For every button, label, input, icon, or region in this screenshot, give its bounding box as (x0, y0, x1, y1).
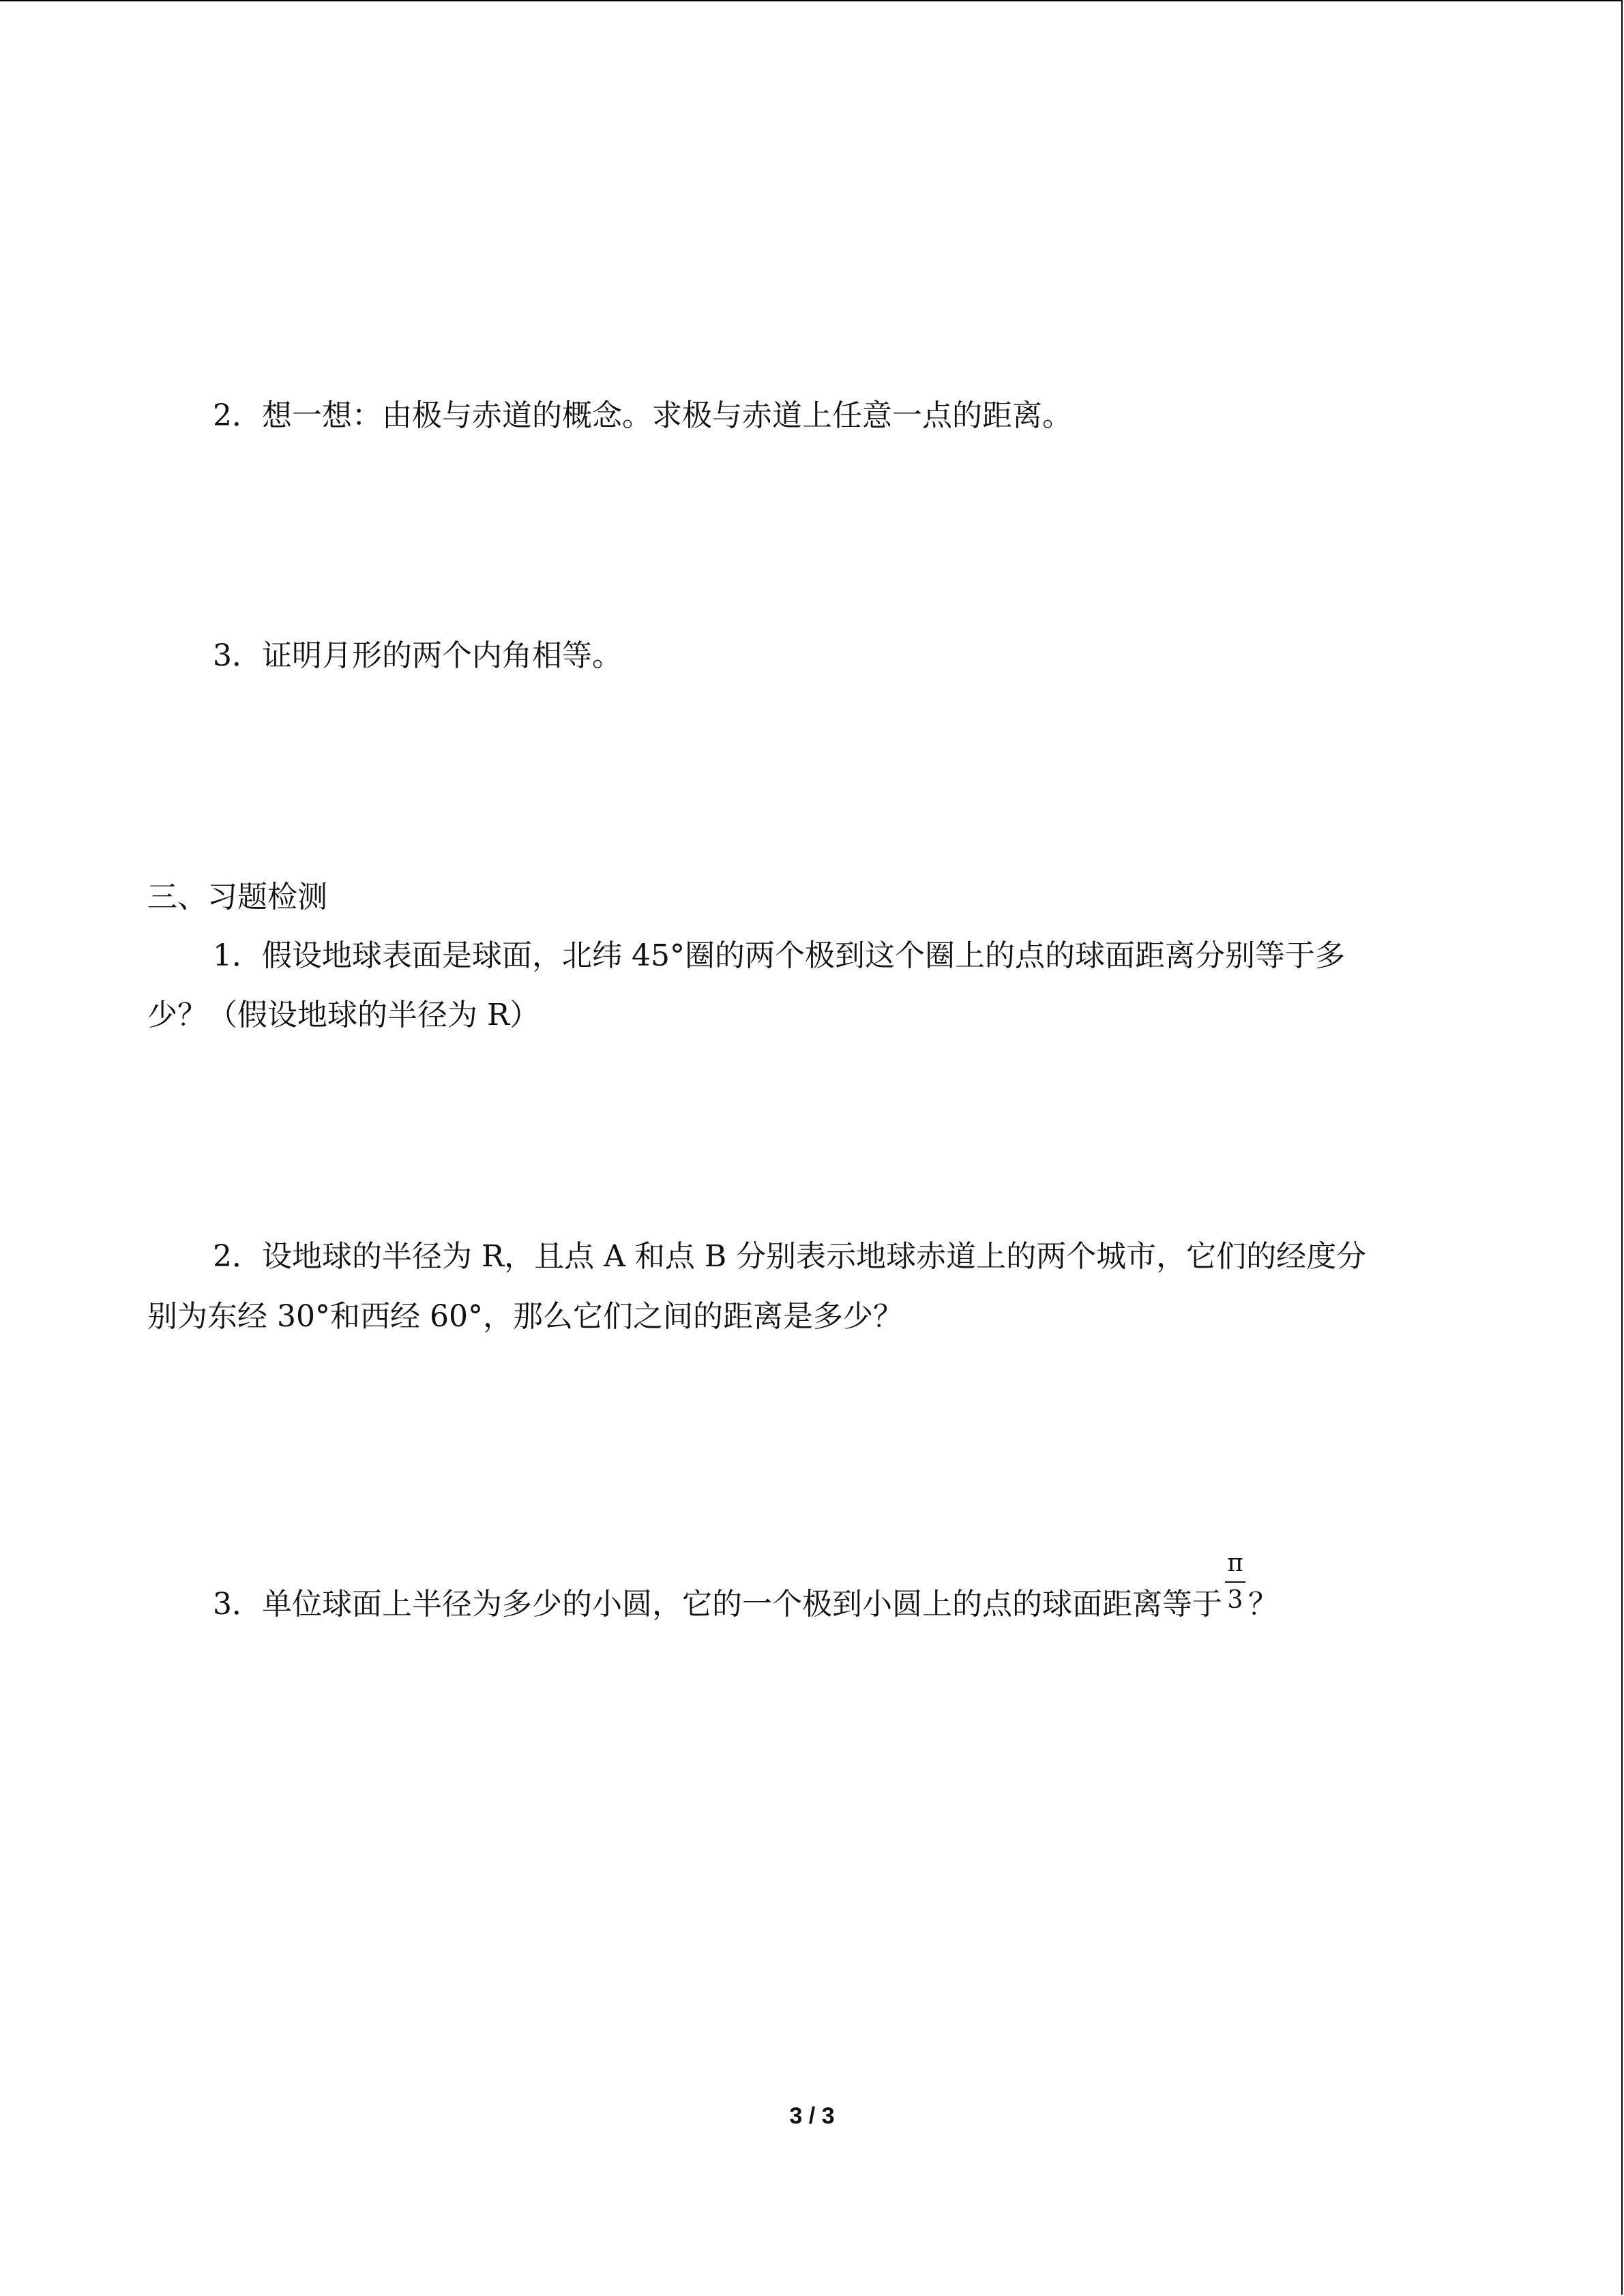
exercise-q1-line1: 1．假设地球表面是球面，北纬 45°圈的两个极到这个圈上的点的球面距离分别等于多 (213, 938, 1345, 973)
pi-over-3-fraction (1225, 1549, 1245, 1624)
exercise-q1-line2: 少？（假设地球的半径为 R） (147, 998, 540, 1032)
exercise-q2-line1: 2．设地球的半径为 R，且点 A 和点 B 分别表示地球赤道上的两个城市，它们的经度分 (213, 1239, 1367, 1274)
think-item-2: 2．想一想：由极与赤道的概念。求极与赤道上任意一点的距离。 (213, 398, 1072, 433)
exercise-q2-line2: 别为东经 30°和西经 60°，那么它们之间的距离是多少？ (147, 1299, 903, 1334)
exercise-q3 (213, 1549, 1278, 1624)
fraction-denominator: 3 (1227, 1586, 1243, 1614)
exercise-q3-text: 3．单位球面上半径为多少的小圆，它的一个极到小圆上的点的球面距离等于 (213, 1587, 1222, 1622)
fraction-numerator: π (1227, 1549, 1243, 1577)
fraction-bar (1225, 1581, 1245, 1583)
exercise-q3-end: ？ (1248, 1587, 1278, 1622)
think-item-3: 3．证明月形的两个内角相等。 (213, 638, 622, 673)
page-number: 3 / 3 (789, 2103, 835, 2129)
exercise-section-title: 三、习题检测 (147, 880, 327, 914)
